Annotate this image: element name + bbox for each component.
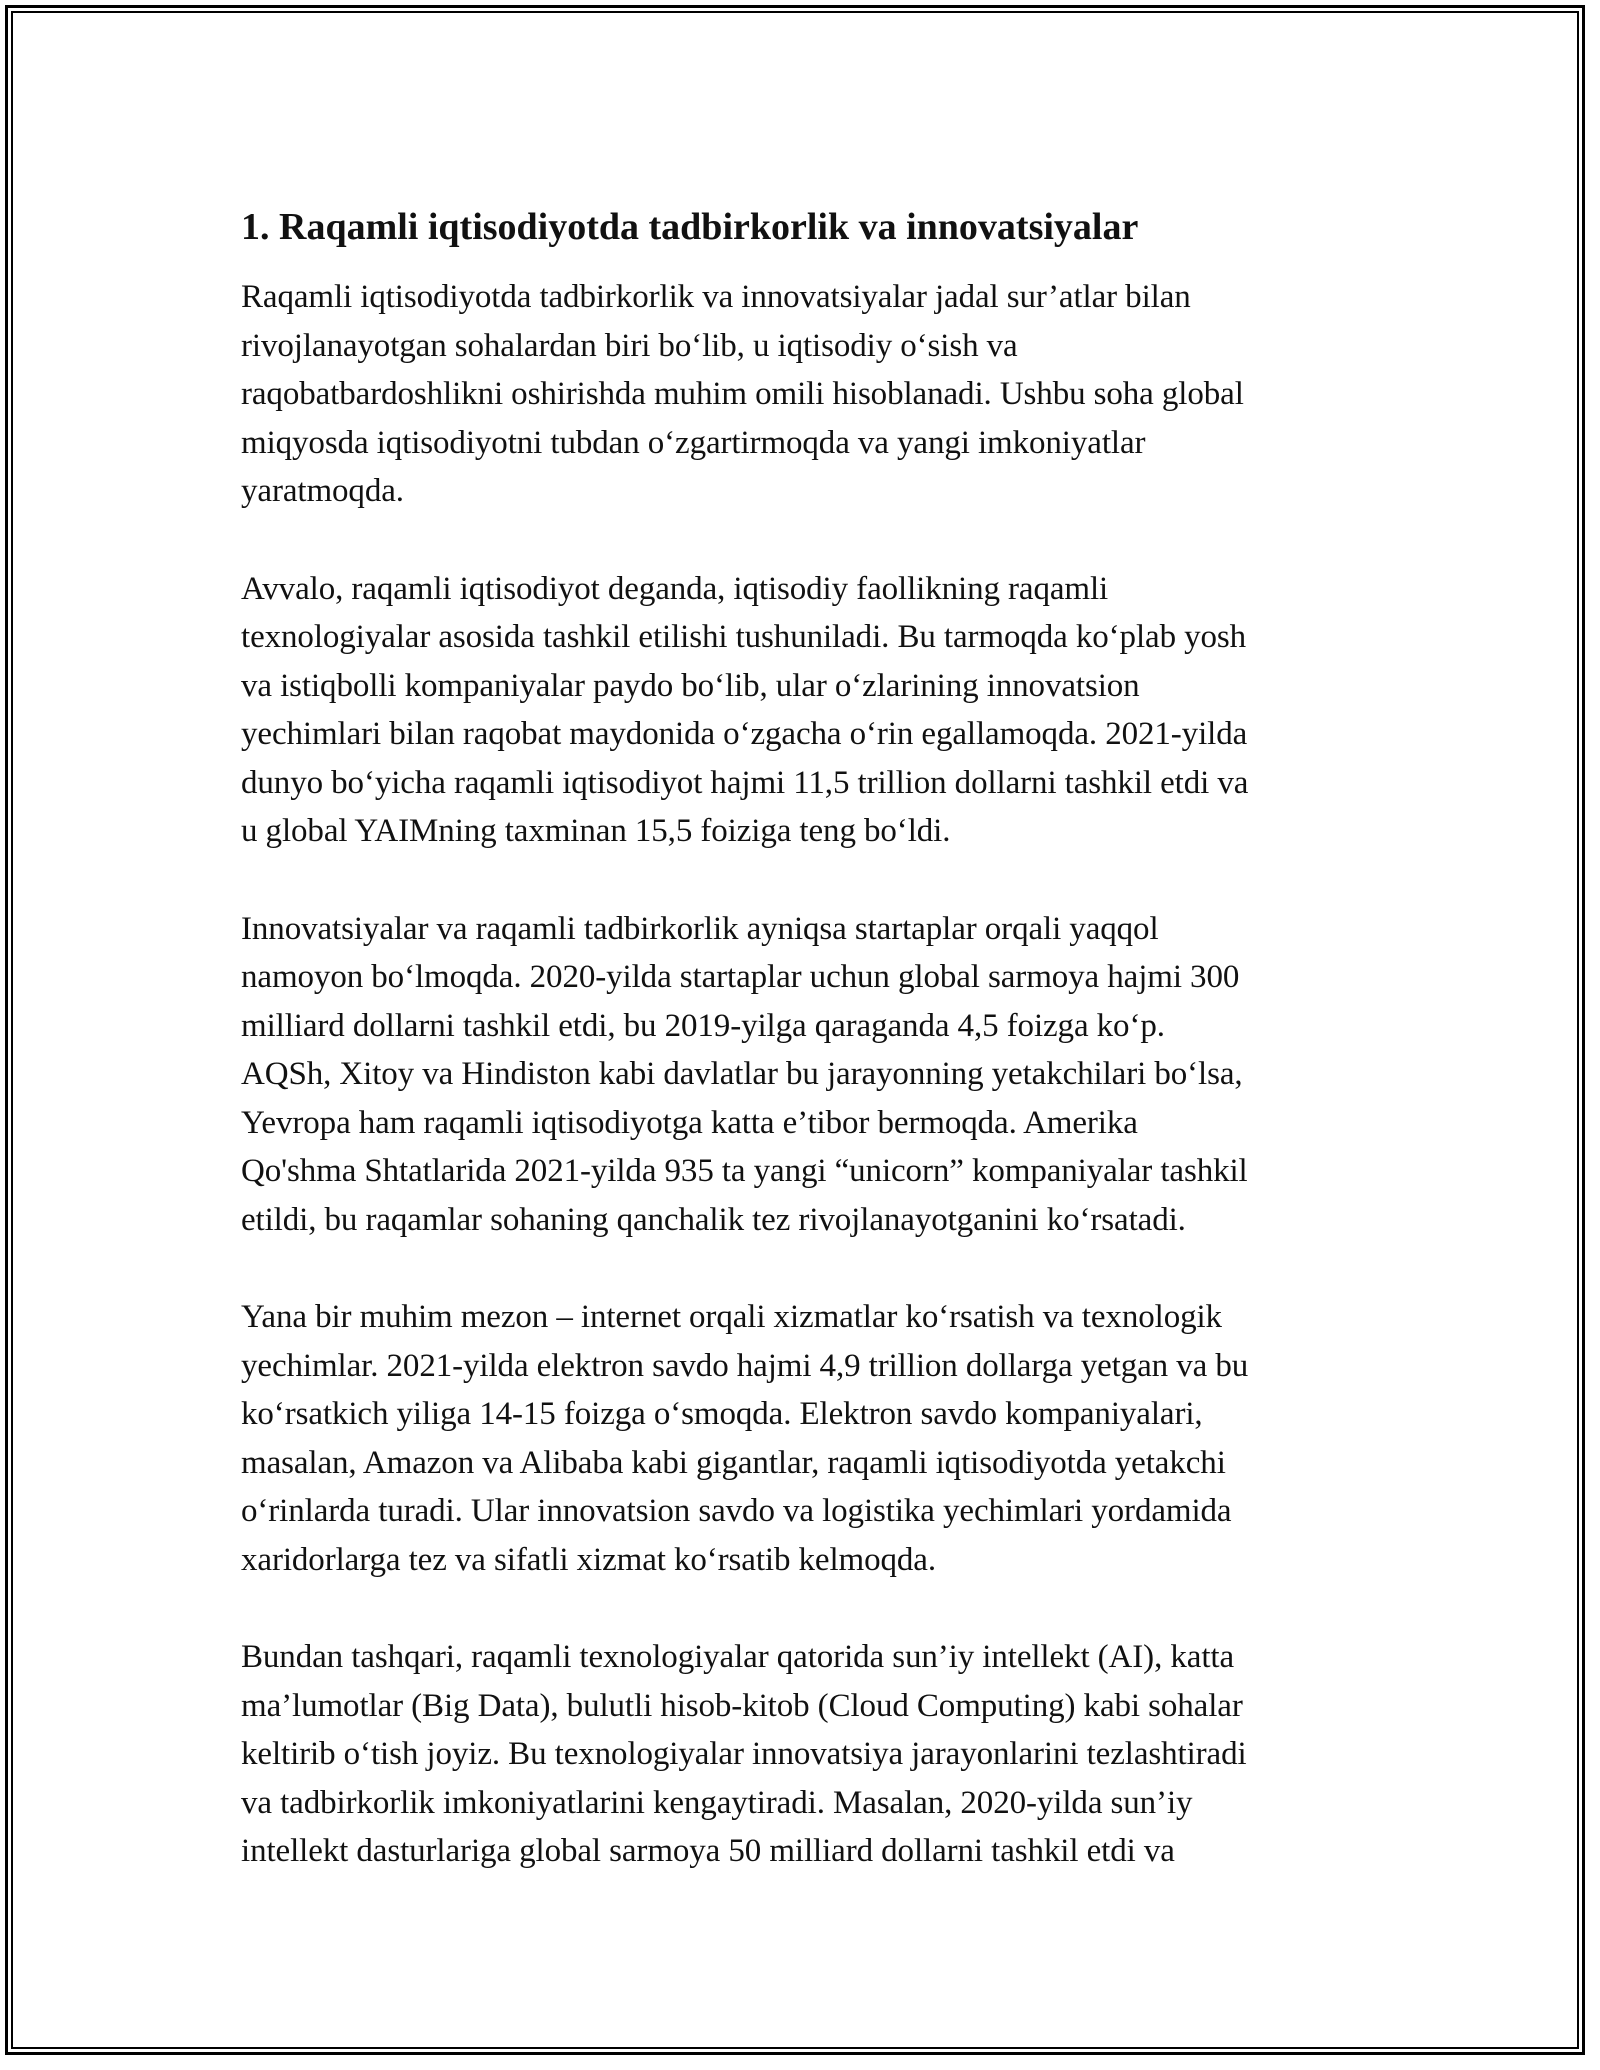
text-line: masalan, Amazon va Alibaba kabi gigantlar, raqamli iqtisodiyotda yetakchi xyxy=(241,1444,1226,1481)
text-line: miqyosda iqtisodiyotni tubdan o‘zgartirmoqda va yangi imkoniyatlar xyxy=(241,424,1146,461)
text-line: yaratmoqda. xyxy=(241,473,404,509)
text-line: intellekt dasturlariga global sarmoya 50 milliard dollarni tashkil etdi va xyxy=(241,1833,1175,1869)
text-line: Yevropa ham raqamli iqtisodiyotga katta e’tibor bermoqda. Amerika xyxy=(241,1104,1138,1141)
paragraph-3 xyxy=(241,905,1401,1245)
text-line: milliard dollarni tashkil etdi, bu 2019-yilga qaraganda 4,5 foizga ko‘p. xyxy=(241,1007,1165,1044)
text-line: va istiqbolli kompaniyalar paydo bo‘lib, ular o‘zlarining innovatsion xyxy=(241,667,1140,704)
paragraph-1 xyxy=(241,273,1401,516)
document-body xyxy=(241,203,1401,1925)
text-line: namoyon bo‘lmoqda. 2020-yilda startaplar uchun global sarmoya hajmi 300 xyxy=(241,959,1240,995)
paragraph-list xyxy=(241,273,1401,1876)
text-line: Bundan tashqari, raqamli texnologiyalar qatorida sun’iy intellekt (AI), katta xyxy=(241,1639,1234,1675)
text-line: xaridorlarga tez va sifatli xizmat ko‘rsatib kelmoqda. xyxy=(241,1541,936,1578)
text-line: Raqamli iqtisodiyotda tadbirkorlik va innovatsiyalar jadal sur’atlar bilan xyxy=(241,279,1191,315)
page-border xyxy=(5,5,1585,2055)
text-line: AQSh, Xitoy va Hindiston kabi davlatlar bu jarayonning yetakchilari bo‘lsa, xyxy=(241,1056,1243,1092)
text-line: dunyo bo‘yicha raqamli iqtisodiyot hajmi 11,5 trillion dollarni tashkil etdi va xyxy=(241,764,1249,801)
text-line: ko‘rsatkich yiliga 14-15 foizga o‘smoqda. Elektron savdo kompaniyalari, xyxy=(241,1396,1203,1432)
paragraph-4 xyxy=(241,1293,1401,1584)
text-line: yechimlari bilan raqobat maydonida o‘zgacha o‘rin egallamoqda. 2021-yilda xyxy=(241,716,1248,752)
text-line: raqobatbardoshlikni oshirishda muhim omili hisoblanadi. Ushbu soha global xyxy=(241,376,1244,412)
text-line: Yana bir muhim mezon – internet orqali xizmatlar ko‘rsatish va texnologik xyxy=(241,1299,1222,1335)
text-line: Qo'shma Shtatlarida 2021-yilda 935 ta yangi “unicorn” kompaniyalar tashkil xyxy=(241,1153,1248,1189)
text-line: ma’lumotlar (Big Data), bulutli hisob-kitob (Cloud Computing) kabi sohalar xyxy=(241,1687,1243,1724)
text-line: o‘rinlarda turadi. Ular innovatsion savdo va logistika yechimlari yordamida xyxy=(241,1493,1232,1529)
page-border-inner xyxy=(11,11,1579,2049)
text-line: yechimlar. 2021-yilda elektron savdo hajmi 4,9 trillion dollarga yetgan va bu xyxy=(241,1347,1249,1384)
text-line: Avvalo, raqamli iqtisodiyot deganda, iqtisodiy faollikning raqamli xyxy=(241,570,1109,607)
paragraph-5 xyxy=(241,1633,1401,1876)
text-line: keltirib o‘tish joyiz. Bu texnologiyalar innovatsiya jarayonlarini tezlashtiradi xyxy=(241,1736,1247,1772)
text-line: u global YAIMning taxminan 15,5 foiziga teng bo‘ldi. xyxy=(241,813,951,849)
text-line: va tadbirkorlik imkoniyatlarini kengaytiradi. Masalan, 2020-yilda sun’iy xyxy=(241,1784,1193,1821)
document-title: 1. Raqamli iqtisodiyotda tadbirkorlik va innovatsiyalar xyxy=(241,206,1139,248)
text-line: etildi, bu raqamlar sohaning qanchalik tez rivojlanayotganini ko‘rsatadi. xyxy=(241,1201,1186,1238)
paragraph-2 xyxy=(241,565,1401,856)
text-line: Innovatsiyalar va raqamli tadbirkorlik ayniqsa startaplar orqali yaqqol xyxy=(241,910,1159,947)
text-line: rivojlanayotgan sohalardan biri bo‘lib, u iqtisodiy o‘sish va xyxy=(241,327,1018,364)
text-line: texnologiyalar asosida tashkil etilishi tushuniladi. Bu tarmoqda ko‘plab yosh xyxy=(241,619,1247,655)
